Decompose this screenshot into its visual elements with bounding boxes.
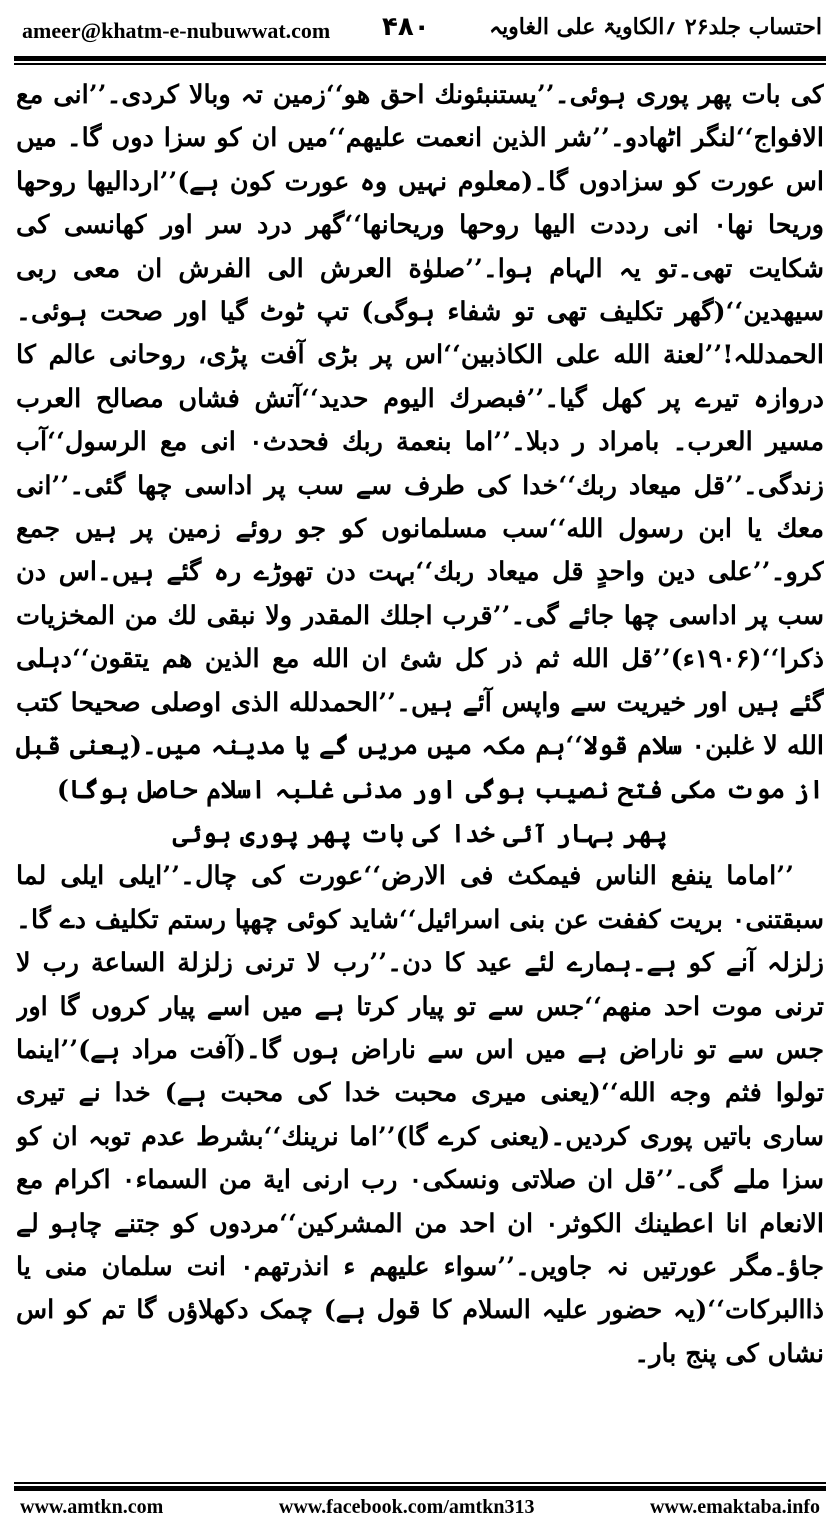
footer-link-amtkn[interactable]: www.amtkn.com xyxy=(20,1496,164,1518)
footer-rule-thin xyxy=(14,1482,826,1484)
body-paragraph-1: کی بات پھر پوری ہوئی۔’’یستنبئونك احق هو‘‘زمین تہ وبالا کردی۔’’انی مع الافواج‘‘لنگر اٹھادو۔’’شر الذین انعمت علیهم‘‘میں ان کو سزا دوں گا۔ میں اس عورت کو سزادوں گا۔(معلوم نہیں وہ عورت کون ہے)’’اردالیها روحها وریحا نها۰ انی رددت الیها روحها وریحانها‘‘گھر درد سر اور کھانسی کی شکایت تھی۔تو یہ الہام ہوا۔’’صلوٰة العرش الی الفرش ان معی ربی سیهدین‘‘(گھر تکلیف تھی تو شفاء ہوگی) تپ ٹوٹ گیا اور صحت ہوئی۔الحمدللہ!’’لعنة الله علی الکاذبین‘‘اس پر بڑی آفت پڑی، روحانی عالم کا دروازہ تیرے پر کھل گیا۔’’فبصرك الیوم حدید‘‘آتش فشاں مصالح العرب مسیر العرب۔ بامراد ر دبلا۔’’اما بنعمة ربك فحدث۰ انی مع الرسول‘‘آب زندگی۔’’قل میعاد ربك‘‘خدا کی طرف سے سب پر اداسی چھا گئی۔’’انی معك یا ابن رسول الله‘‘سب مسلمانوں کو جو روئے زمین پر ہیں جمع کرو۔’’علی دین واحدٍ قل میعاد ربك‘‘بہت دن تھوڑے رہ گئے ہیں۔اس دن سب پر اداسی چھا جائے گی۔’’قرب اجلك المقدر ولا نبقی لك من المخزیات ذكرا‘‘(۱۹۰۶ء)’’قل الله ثم ذر كل شئ ان الله مع الذین هم یتقون‘‘دہلی گئے ہیں اور خیریت سے واپس آئے ہیں۔’’الحمدلله الذی اوصلی صحیحا كتب الله لا غلبن۰ سلام قولا‘‘ہم مکہ میں مریں گے یا مدینہ میں۔(یعنی قبل از موت مکی فتح نصیب ہوگی اور مدنی غلبہ اسلام حاصل ہوگا) xyxy=(16,80,824,805)
header-rule-thin xyxy=(14,63,826,65)
footer-rule-thick xyxy=(14,1486,826,1491)
page-number: ۴۸۰ xyxy=(382,12,430,42)
body-paragraph-2: ’’اماما ینفع الناس فیمكث فی الارض‘‘عورت کی چال۔’’ایلی ایلی لما سبقتنی۰ بریت كففت عن بنی اسرائیل‘‘شاید کوئی چھپا رستم تکلیف دے گا۔زلزلہ آنے کو ہے۔ہمارے لئے عید کا دن۔’’رب لا ترنی زلزلة الساعة رب لا ترنی موت احد منهم‘‘جس سے تو پیار کرتا ہے میں اسے پیار کروں گا اور جس سے تو ناراض ہے میں اس سے ناراض ہوں گا۔(آفت مراد ہے)’’اینما تولوا فثم وجه الله‘‘(یعنی میری محبت خدا کی محبت ہے) خدا نے تیری ساری باتیں پوری کردیں۔(یعنی کرے گا)’’اما نرینك‘‘بشرط عدم توبہ ان کو سزا ملے گی۔’’قل ان صلاتی ونسكی۰ رب ارنی ایة من السماء۰ اكرام مع الانعام انا اعطینك الكوثر۰ ان احد من المشركین‘‘مردوں کو جتنے چاہو لے جاؤ۔مگر عورتیں نہ جاویں۔’’سواء علیهم ء انذرتهم۰ انت سلمان منی یا ذاالبركات‘‘(یہ حضور علیہ السلام کا قول ہے) چمک دکھلاؤں گا تم کو اس نشاں کی پنج بار۔ xyxy=(16,861,824,1369)
footer-link-emaktaba[interactable]: www.emaktaba.info xyxy=(649,1496,820,1518)
page-body xyxy=(16,74,824,1474)
page-header xyxy=(0,0,840,62)
footer-link-facebook[interactable]: www.facebook.com/amtkn313 xyxy=(278,1496,535,1518)
footer-links xyxy=(14,1496,826,1519)
header-rule-thick xyxy=(14,56,826,61)
page-footer xyxy=(0,1482,840,1540)
center-heading: پھر بہار آئی خدا کی بات پھر پوری ہوئی xyxy=(172,818,668,848)
running-title: احتساب جلد۲۶ ؍الکاویۃ علی الغاویہ xyxy=(489,14,822,40)
header-email: ameer@khatm-e-nubuwwat.com xyxy=(22,18,331,43)
